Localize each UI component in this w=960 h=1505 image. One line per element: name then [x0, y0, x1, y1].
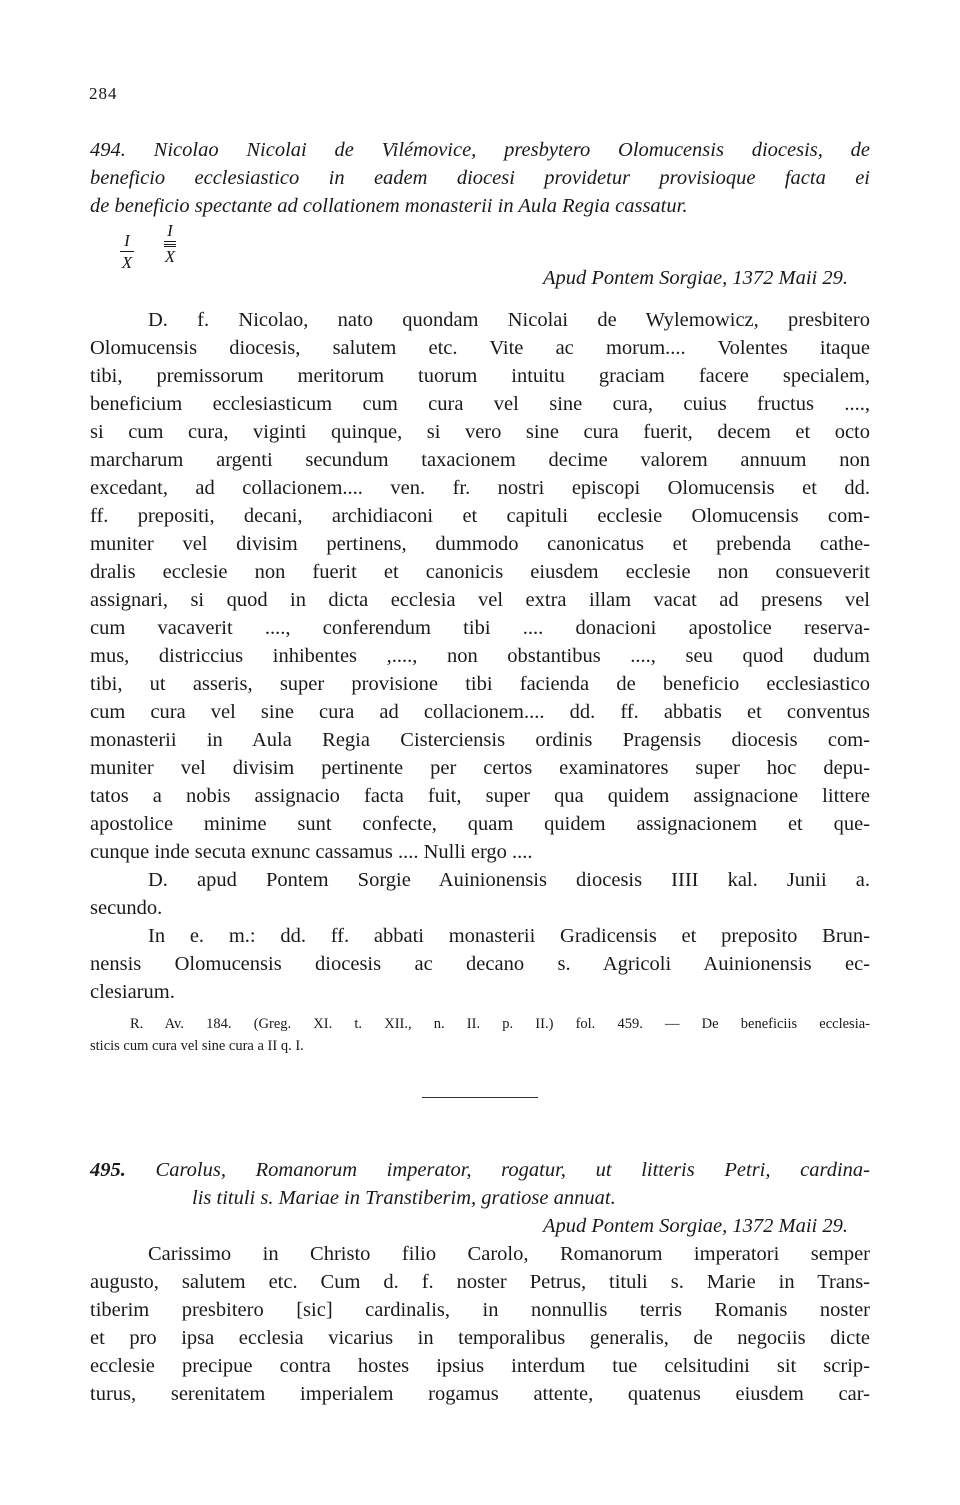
- doc494-body-line-2: Olomucensis diocesis, salutem etc. Vite ac morum.... Volentes itaque: [90, 337, 870, 359]
- doc494-body-line-17: muniter vel divisim pertinente per certos examinatores super hoc depu-: [90, 757, 870, 779]
- doc494-dating-line-1: D. apud Pontem Sorgie Auinionensis diocesis IIII kal. Junii a.: [148, 869, 870, 891]
- doc494-body-line-3: tibi, premissorum meritorum tuorum intuitu graciam facere specialem,: [90, 365, 870, 387]
- doc494-source-line-1: R. Av. 184. (Greg. XI. t. XII., n. II. p. II.) fol. 459. — De beneficiis ecclesia-: [130, 1016, 870, 1032]
- doc494-body-line-19: apostolice minime sunt confecte, quam quidem assignacionem et que-: [90, 813, 870, 835]
- doc494-body-line-1: D. f. Nicolao, nato quondam Nicolai de Wylemowicz, presbitero: [148, 309, 870, 331]
- doc494-incipit-line-2: nensis Olomucensis diocesis ac decano s. Agricoli Auinionensis ec-: [90, 953, 870, 975]
- doc494-summary-line-1: 494. Nicolao Nicolai de Vilémovice, presbytero Olomucensis diocesis, de: [90, 139, 871, 161]
- doc494-summary-line-3: de beneficio spectante ad collationem monasterii in Aula Regia cassatur.: [90, 195, 688, 217]
- doc494-body-line-15: cum cura vel sine cura ad collacionem.... dd. ff. abbatis et conventus: [90, 701, 870, 723]
- doc495-body-line-3: tiberim presbitero [sic] cardinalis, in nonnullis terris Romanis noster: [90, 1299, 870, 1321]
- doc494-body-line-6: marcharum argenti secundum taxacionem decime valorem annuum non: [90, 449, 870, 471]
- doc494-body-line-7: excedant, ad collacionem.... ven. fr. nostri episcopi Olomucensis et dd.: [90, 477, 870, 499]
- page-number: 284: [89, 84, 118, 103]
- signature-mark-left: I X: [121, 231, 133, 272]
- doc494-incipit-line-1: In e. m.: dd. ff. abbati monasterii Gradicensis et preposito Brun-: [148, 925, 870, 947]
- doc494-body-line-9: muniter vel divisim pertinens, dummodo canonicatus et prebenda cathe-: [90, 533, 870, 555]
- section-divider: [422, 1097, 538, 1098]
- doc494-body-line-8: ff. prepositi, decani, archidiaconi et capituli ecclesie Olomucensis com-: [90, 505, 870, 527]
- doc494-body-line-5: si cum cura, viginti quinque, si vero sine cura fuerit, decem et octo: [90, 421, 870, 443]
- doc494-number: 494.: [90, 139, 126, 161]
- doc494-summary-line-2: beneficio ecclesiastico in eadem diocesi providetur provisioque facta ei: [90, 167, 870, 189]
- doc495-summary-line-1: 495. Carolus, Romanorum imperator, rogatur, ut litteris Petri, cardina-: [90, 1159, 871, 1181]
- doc494-body-line-12: cum vacaverit ...., conferendum tibi .... donacioni apostolice reserva-: [90, 617, 870, 639]
- doc494-dating-line-2: secundo.: [90, 897, 163, 919]
- signature-mark-right: I X: [164, 221, 176, 266]
- doc495-body-line-5: ecclesie precipue contra hostes ipsius interdum tue celsitudini sit scrip-: [90, 1355, 870, 1377]
- doc494-body-line-20: cunque inde secuta exnunc cassamus .... Nulli ergo ....: [90, 841, 533, 863]
- doc494-body-line-13: mus, districcius inhibentes ,...., non obstantibus ...., seu quod dudum: [90, 645, 870, 667]
- doc494-place-date: Apud Pontem Sorgiae, 1372 Maii 29.: [543, 267, 848, 289]
- doc495-body-line-6: turus, serenitatem imperialem rogamus attente, quatenus eiusdem car-: [90, 1383, 870, 1405]
- doc494-body-line-10: dralis ecclesie non fuerit et canonicis eiusdem ecclesie non consueverit: [90, 561, 870, 583]
- doc494-incipit-line-3: clesiarum.: [90, 981, 175, 1003]
- doc495-body-line-1: Carissimo in Christo filio Carolo, Romanorum imperatori semper: [148, 1243, 870, 1265]
- doc494-body-line-11: assignari, si quod in dicta ecclesia vel extra illam vacat ad presens vel: [90, 589, 870, 611]
- doc495-body-line-4: et pro ipsa ecclesia vicarius in temporalibus generalis, de negociis dicte: [90, 1327, 870, 1349]
- doc495-place-date: Apud Pontem Sorgiae, 1372 Maii 29.: [543, 1215, 848, 1237]
- doc495-number: 495.: [90, 1159, 126, 1181]
- doc494-body-line-18: tatos a nobis assignacio facta fuit, super qua quidem assignacione littere: [90, 785, 870, 807]
- doc494-source-line-2: sticis cum cura vel sine cura a II q. I.: [90, 1038, 304, 1054]
- doc494-body-line-4: beneficium ecclesiasticum cum cura vel sine cura, cuius fructus ....,: [90, 393, 870, 415]
- doc494-body-line-16: monasterii in Aula Regia Cisterciensis ordinis Pragensis diocesis com-: [90, 729, 870, 751]
- doc495-summary-line-2: lis tituli s. Mariae in Transtiberim, gratiose annuat.: [192, 1187, 616, 1209]
- doc495-body-line-2: augusto, salutem etc. Cum d. f. noster Petrus, tituli s. Marie in Trans-: [90, 1271, 870, 1293]
- doc494-body-line-14: tibi, ut asseris, super provisione tibi facienda de beneficio ecclesiastico: [90, 673, 870, 695]
